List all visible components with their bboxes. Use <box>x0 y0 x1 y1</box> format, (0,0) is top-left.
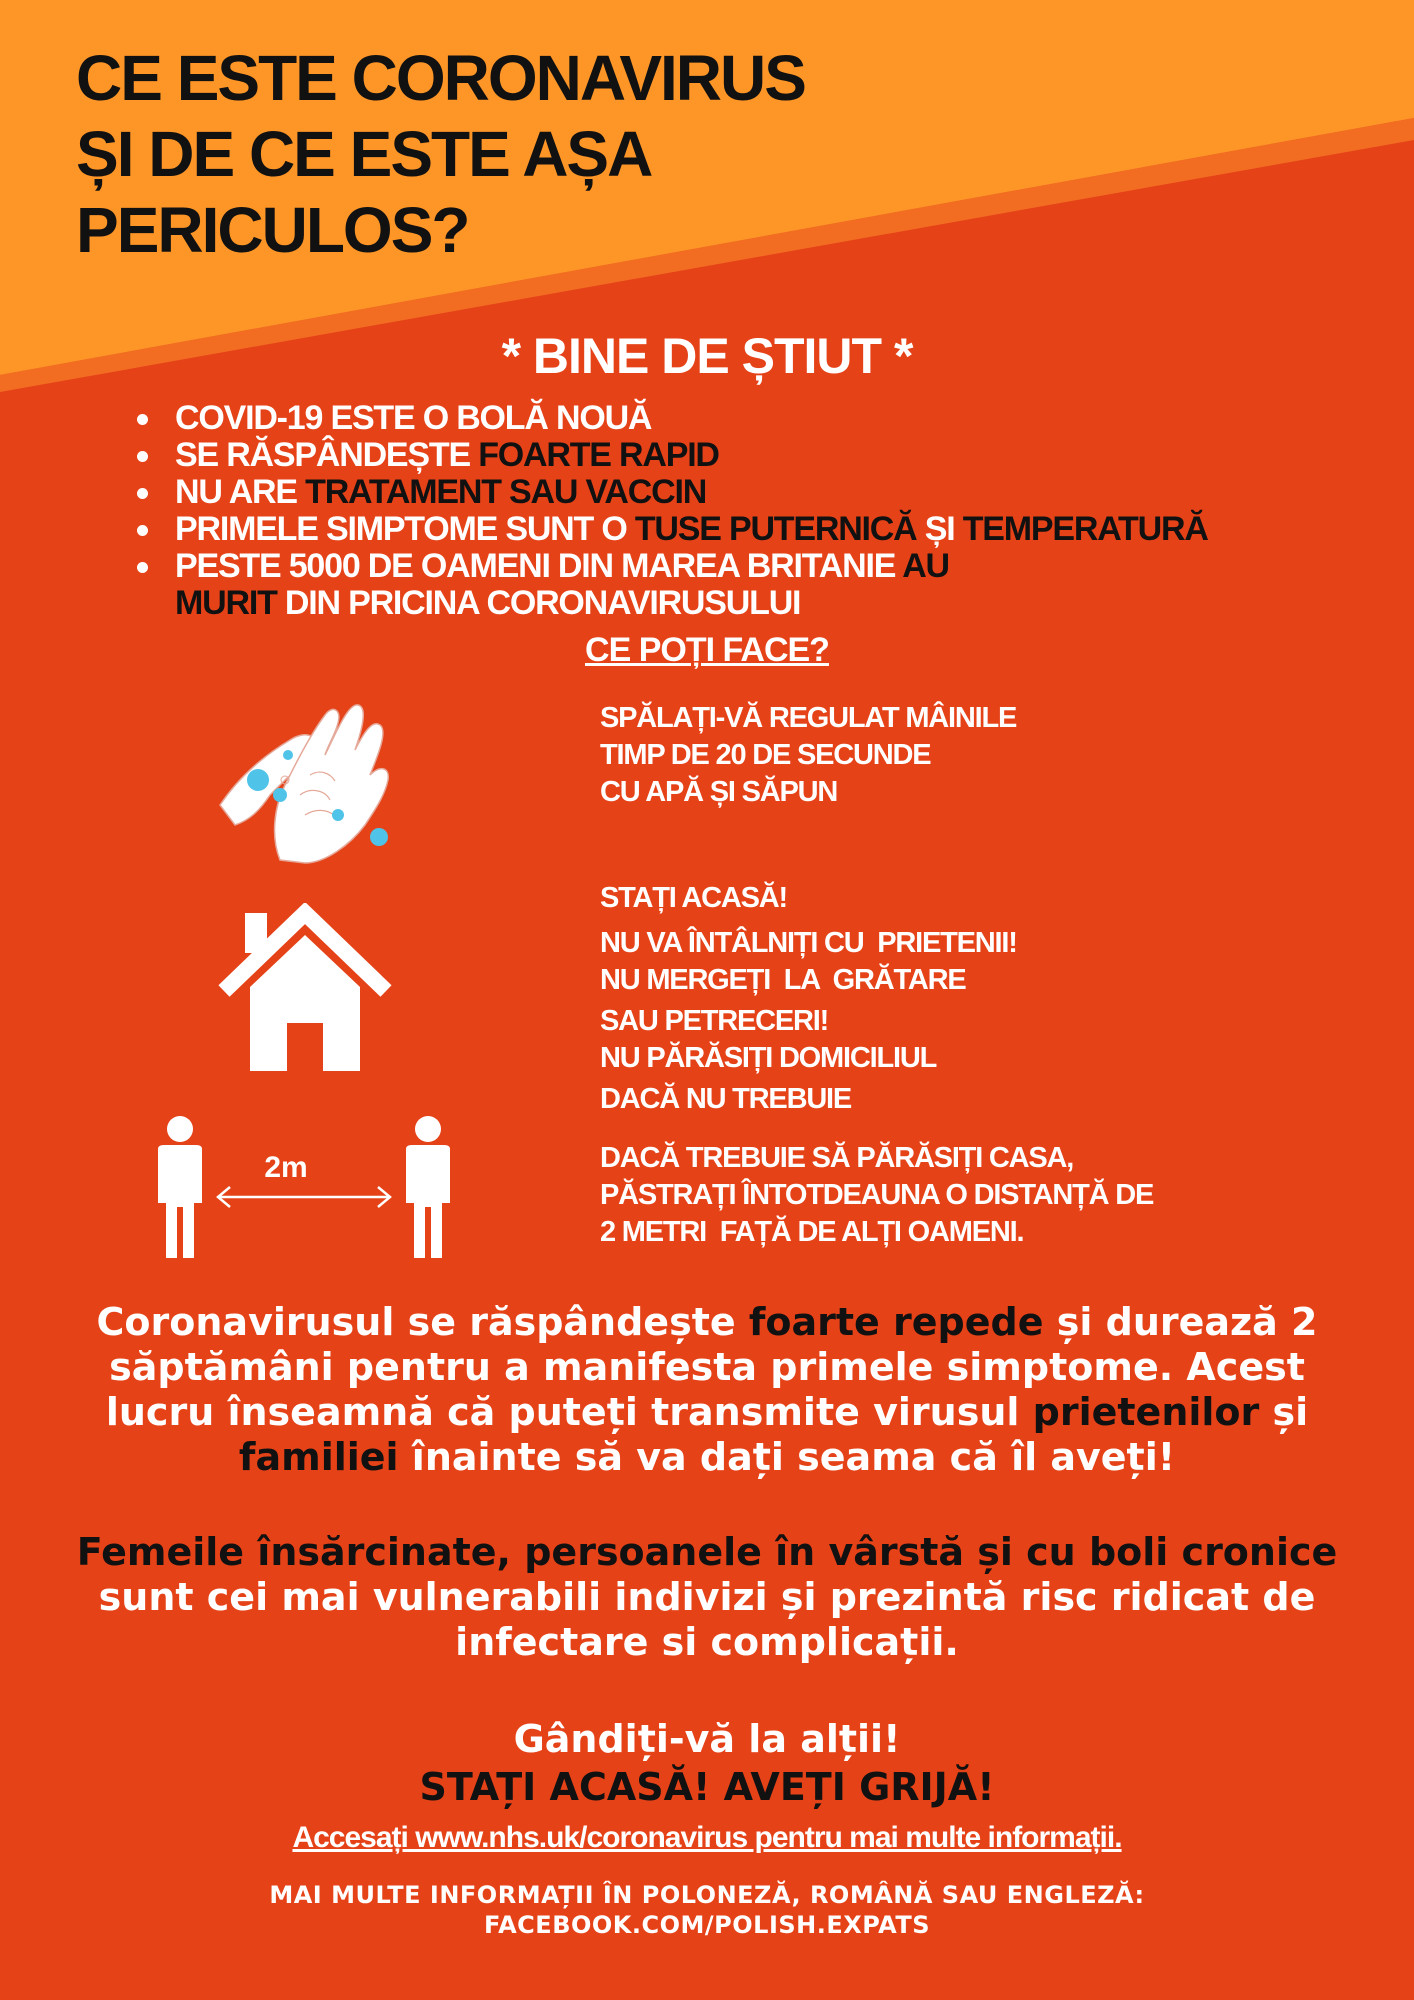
footer-line: MAI MULTE INFORMAȚII ÎN POLONEZĂ, ROMÂNĂ SAU ENGLEZĂ: <box>269 1881 1145 1909</box>
fact-text: PESTE 5000 DE OAMENI DIN MAREA BRITANIE <box>175 547 903 585</box>
tip-line: DACĂ TREBUIE SĂ PĂRĂSIȚI CASA, <box>600 1142 1074 1174</box>
person-icon <box>158 1116 202 1258</box>
footer <box>0 1880 1414 1940</box>
stay-home-tip <box>600 880 1017 1118</box>
fact-highlight: MURIT <box>175 584 277 622</box>
fact-highlight: FOARTE RAPID <box>478 436 719 474</box>
hand-washing-icon <box>210 695 400 865</box>
footer-link[interactable]: FACEBOOK.COM/POLISH.EXPATS <box>483 1911 931 1939</box>
paragraph-text: sunt cei mai vulnerabili indivizi și prezintă risc ridicat de infectare si complicații. <box>98 1575 1316 1664</box>
closing-message <box>0 1715 1414 1811</box>
tip-line: CU APĂ ȘI SĂPUN <box>600 776 838 808</box>
list-item <box>175 400 1208 437</box>
closing-line: Gândiți-vă la alții! <box>513 1717 901 1761</box>
vulnerable-paragraph <box>60 1530 1354 1665</box>
list-item <box>175 437 1208 474</box>
good-to-know-heading: * BINE DE ȘTIUT * <box>501 328 913 384</box>
wash-hands-tip <box>600 700 1016 811</box>
fact-text: ȘI <box>916 510 963 548</box>
list-item <box>175 511 1208 548</box>
tip-line: PĂSTRAȚI ÎNTOTDEAUNA O DISTANȚĂ DE <box>600 1179 1154 1211</box>
fact-text: DIN PRICINA CORONAVIRUSULUI <box>276 584 801 622</box>
fact-highlight: TRATAMENT SAU VACCIN <box>305 473 707 511</box>
distance-tip <box>600 1140 1153 1251</box>
fact-highlight: TEMPERATURĂ <box>962 510 1208 548</box>
fact-text: NU ARE <box>175 473 306 511</box>
social-distance-icon <box>148 1115 460 1260</box>
facts-list <box>175 400 1208 622</box>
paragraph-text: și <box>1259 1390 1309 1434</box>
paragraph-text: înainte să va dați seama că îl aveți! <box>398 1435 1176 1479</box>
title-line: CE ESTE CORONAVIRUS <box>76 42 805 114</box>
title-line: ȘI DE CE ESTE AȘA <box>76 118 652 190</box>
paragraph-highlight: familiei <box>238 1435 399 1479</box>
fact-highlight: TUSE PUTERNICĂ <box>634 510 917 548</box>
house-icon <box>218 903 392 1071</box>
paragraph-text: și durează 2 săptămâni pentru a manifesta primele simptome. Acest lucru înseamnă că puteți transmite virusul <box>105 1300 1318 1434</box>
tip-line: NU VA ÎNTÂLNIȚI CU PRIETENII! <box>600 927 1017 959</box>
paragraph-highlight: prietenilor <box>1032 1390 1260 1434</box>
list-item <box>175 548 1208 622</box>
fact-highlight: AU <box>902 547 949 585</box>
what-to-do-heading <box>0 630 1414 670</box>
fact-text: COVID-19 ESTE O BOLĂ NOUĂ <box>175 399 652 437</box>
tip-line: NU PĂRĂSIȚI DOMICILIUL <box>600 1042 937 1074</box>
nhs-link[interactable] <box>0 1818 1414 1858</box>
tip-line: 2 METRI FAȚĂ DE ALȚI OAMENI. <box>600 1216 1024 1248</box>
title-line: PERICULOS? <box>76 194 469 266</box>
tip-line: SPĂLAȚI-VĂ REGULAT MÂINILE <box>600 702 1017 734</box>
paragraph-text: Coronavirusul se răspândește <box>96 1300 749 1344</box>
person-icon <box>406 1116 450 1258</box>
paragraph-highlight: foarte repede <box>748 1300 1044 1344</box>
list-item <box>175 474 1208 511</box>
distance-label: 2m <box>264 1151 308 1184</box>
closing-line: STAȚI ACASĂ! AVEȚI GRIJĂ! <box>419 1765 995 1809</box>
fact-text: SE RĂSPÂNDEȘTE <box>175 436 479 474</box>
tip-line: STAȚI ACASĂ! <box>600 882 787 914</box>
what-to-do-heading-text: CE POȚI FACE? <box>585 631 829 669</box>
spread-paragraph <box>60 1300 1354 1480</box>
tip-line: TIMP DE 20 DE SECUNDE <box>600 739 931 771</box>
tip-line: NU MERGEȚI LA GRĂTARE <box>600 964 966 996</box>
tip-line: DACĂ NU TREBUIE <box>600 1083 852 1115</box>
tip-line: SAU PETRECERI! <box>600 1005 829 1037</box>
nhs-link-text[interactable]: Accesați www.nhs.uk/coronavirus pentru mai multe informații. <box>292 1821 1122 1854</box>
paragraph-highlight: Femeile însărcinate, persoanele în vârstă și cu boli cronice <box>76 1530 1338 1574</box>
page-title <box>76 40 805 268</box>
fact-text: PRIMELE SIMPTOME SUNT O <box>175 510 635 548</box>
